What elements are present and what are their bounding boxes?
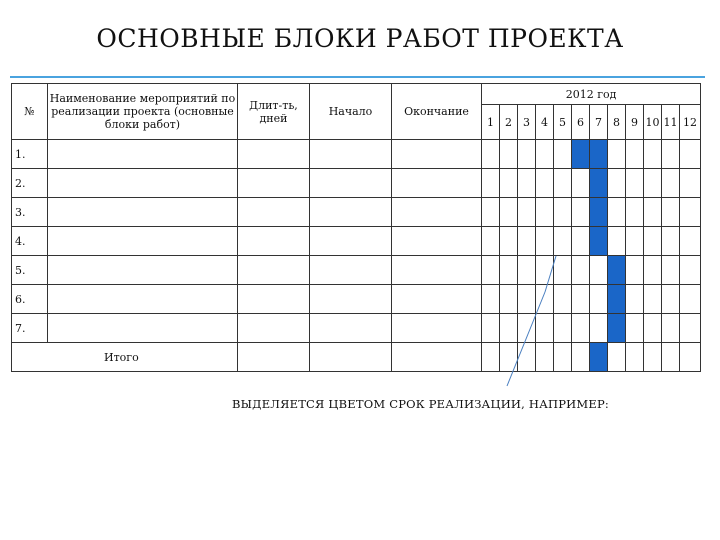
month-header: 8 <box>608 105 626 140</box>
row-number: 7. <box>12 314 48 343</box>
row-number: 4. <box>12 227 48 256</box>
header-end: Окончание <box>392 84 482 140</box>
month-header: 11 <box>662 105 680 140</box>
header-duration: Длит-ть, дней <box>238 84 310 140</box>
month-header: 7 <box>590 105 608 140</box>
highlight-note: ВЫДЕЛЯЕТСЯ ЦВЕТОМ СРОК РЕАЛИЗАЦИИ, НАПРИМЕР: <box>232 397 609 411</box>
month-header: 1 <box>482 105 500 140</box>
row-number: 2. <box>12 169 48 198</box>
month-header: 10 <box>644 105 662 140</box>
header-name: Наименование мероприятий по реализации проекта (основные блоки работ) <box>48 84 238 140</box>
row-number: 5. <box>12 256 48 285</box>
month-header: 2 <box>500 105 518 140</box>
month-header: 6 <box>572 105 590 140</box>
header-year: 2012 год <box>482 84 701 105</box>
month-header: 9 <box>626 105 644 140</box>
month-header: 4 <box>536 105 554 140</box>
header-start: Начало <box>310 84 392 140</box>
header-number: № <box>12 84 48 140</box>
row-number: 6. <box>12 285 48 314</box>
month-header: 12 <box>680 105 701 140</box>
month-header: 5 <box>554 105 572 140</box>
month-header: 3 <box>518 105 536 140</box>
row-number: 1. <box>12 140 48 169</box>
row-number: 3. <box>12 198 48 227</box>
page-title: ОСНОВНЫЕ БЛОКИ РАБОТ ПРОЕКТА <box>96 24 624 53</box>
total-label: Итого <box>12 343 238 372</box>
